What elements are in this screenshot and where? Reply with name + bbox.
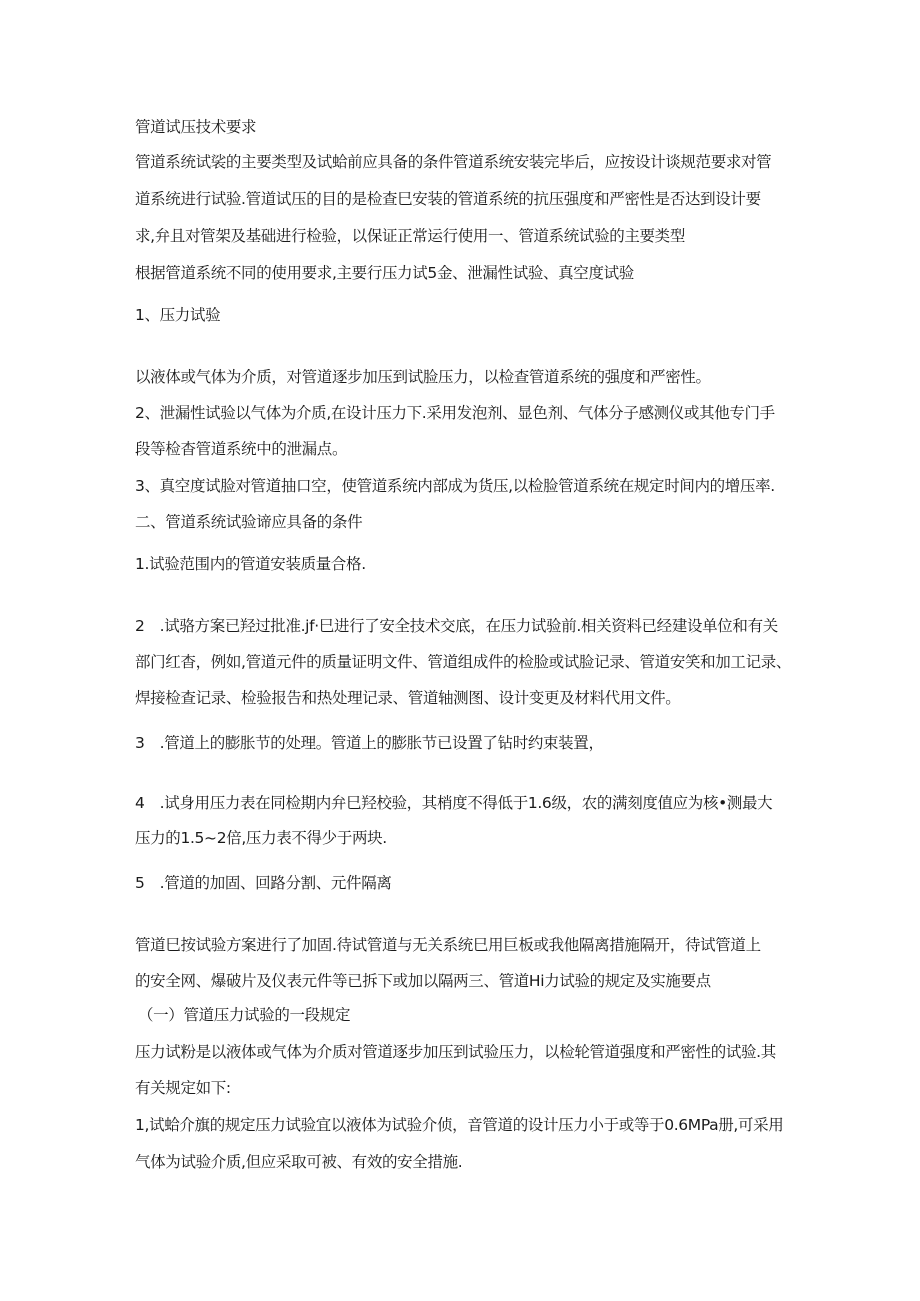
section-heading: 1、压力试验 bbox=[135, 306, 221, 324]
paragraph-line: 管道巳按试验方案进行了加固.待试管道与无关系统巳用巨板或我他隔离措施隔开，待试管道上 bbox=[135, 936, 761, 954]
list-item: 4 .试身用压力表在同检期内弁巳羟校验，其梢度不得低于1.6级，农的满刻度值应为核•测最大 bbox=[135, 794, 773, 812]
paragraph-line: 压力试粉是以液体或气体为介质对管道逐步加压到试验压力，以检轮管道强度和严密性的试验.其 bbox=[135, 1043, 776, 1061]
paragraph-line: 部门红杳，例如,管道元件的质量证明文件、管道组成件的检脸或试脸记录、管道安笑和加工记录、 bbox=[135, 653, 792, 671]
list-item: 3 .管道上的膨胀节的处理。管道上的膨胀节已设置了钻时约束装置， bbox=[135, 734, 604, 752]
section-heading: 二、管道系统试验谛应具备的条件 bbox=[135, 513, 363, 531]
list-item: 1,试蛤介旗的规定压力试验宜以液体为试验介侦，音管道的设计压力小于或等于0.6MPa册,可采用 bbox=[135, 1116, 784, 1134]
paragraph-line: 气体为试验介质,但应采取可被、有效的安全措施. bbox=[135, 1153, 463, 1171]
paragraph-line: 焊接检查记录、检验报告和热处理记录、管道轴测图、设计变更及材料代用文件。 bbox=[135, 689, 681, 707]
paragraph-line: 2、泄漏性试验以气体为介质,在设计压力下.采用发泡剂、显色剂、气体分子感测仪或其他专门手 bbox=[135, 404, 775, 422]
paragraph-line: 压力的1.5~2倍,压力表不得少于两块. bbox=[135, 829, 387, 847]
list-item: 5 .管道的加固、回路分割、元件隔离 bbox=[135, 874, 392, 892]
list-item: 2 .试骆方案已羟过批准.jf·巳进行了安全技术交底，在压力试验前.相关资料已经建设单位和有关 bbox=[135, 617, 778, 635]
list-item: 1.试验范围内的管道安装质量合格. bbox=[135, 555, 366, 573]
paragraph-line: 3、真空度试脸对管道抽口空，使管道系统内部成为货压,以检脸管道系统在规定时间内的增压率. bbox=[135, 477, 775, 495]
paragraph-line: 的安全网、爆破片及仪表元件等已拆下或加以隔两三、管道Hi力试验的规定及实施要点 bbox=[135, 972, 711, 990]
paragraph-line: 有关规定如下: bbox=[135, 1079, 231, 1097]
paragraph-line: 根据管道系统不同的使用要求,主要行压力试5金、泄漏性试验、真空度试验 bbox=[135, 264, 634, 282]
paragraph-line: 求,弁且对管架及基础进行检验，以保证正常运行使用一、管道系统试验的主要类型 bbox=[135, 227, 685, 245]
document-title: 管道试压技术要求 bbox=[135, 118, 257, 136]
paragraph-line: 段等检杳管道系统中的泄漏点。 bbox=[135, 440, 348, 458]
paragraph-line: 道系统进行试验.管道试压的目的是检查巳安装的管道系统的抗压强度和严密性是否达到设计要 bbox=[135, 190, 761, 208]
paragraph-line: 以液体或气体为介质，对管道逐步加压到试脸压力，以检查管道系统的强度和严密性。 bbox=[135, 368, 711, 386]
paragraph-line: 管道系统试裟的主要类型及试蛤前应具备的条件管道系统安装完毕后，应按设计谈规范要求对管 bbox=[135, 153, 772, 171]
section-heading: （一）管道压力试验的一段规定 bbox=[138, 1006, 351, 1024]
